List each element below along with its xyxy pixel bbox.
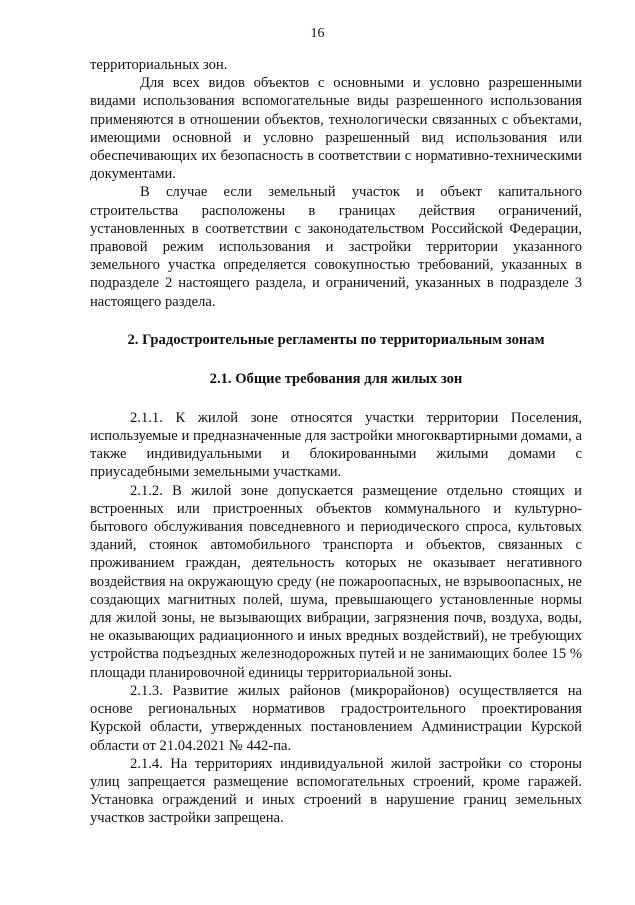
paragraph-2-1-2: 2.1.2. В жилой зоне допускается размещение отдельно стоящих и встроенных или пристроенных объектов коммунального и культурно-бытового обслуживания повседневного и периодического спроса, культовых зданий, стоянок автомобильного транспорта и объектов, связанных с проживанием граждан, деятельность которых не оказывает негативного воздействия на окружающую среду (не пожароопасных, не взрывоопасных, не создающих магнитных полей, шума, превышающего установленные нормы для жилой зоны, не вызывающих вибрации, загрязнения почв, воздуха, воды, не оказывающих радиационного и иных вредных воздействий), не требующих устройства подъездных железнодорожных путей и не занимающих более 15 % площади планировочной единицы территориальной зоны.: [90, 482, 582, 681]
paragraph-2-1-3: 2.1.3. Развитие жилых районов (микрорайонов) осуществляется на основе региональных нормативов градостроительного проектирования Курской области, утвержденных постановлением Администрации Курской области от 21.04.2021 № 442-па.: [90, 682, 582, 754]
paragraph-continuation: территориальных зон.: [90, 57, 228, 73]
page-number: 16: [310, 26, 325, 41]
paragraph-2-1-1: 2.1.1. К жилой зоне относятся участки территории Поселения, используемые и предназначенные для застройки многоквартирными домами, а также индивидуальными и блокированными жилыми домами с приусадебными земельными участками.: [90, 409, 582, 481]
section-heading: 2. Градостроительные регламенты по территориальным зонам: [127, 331, 545, 348]
paragraph-auxiliary-uses: Для всех видов объектов с основными и условно разрешенными видами использования вспомогательные виды разрешенного использования применяются в отношении объектов, технологически связанных с объектами, имеющими основной и условно разрешенный вид использования или обеспечивающих их безопасность в соответствии с нормативно-техническими документами.: [90, 75, 582, 183]
subsection-heading: 2.1. Общие требования для жилых зон: [209, 370, 463, 387]
document-body: [90, 56, 582, 828]
paragraph-2-1-4: 2.1.4. На территориях индивидуальной жилой застройки со стороны улиц запрещается размещение вспомогательных строений, кроме гаражей. Установка ограждений и иных строений в нарушение границ земельных участков застройки запрещена.: [90, 755, 582, 827]
paragraph-restrictions: В случае если земельный участок и объект капитального строительства расположены в границах действия ограничений, установленных в соответствии с законодательством Российской Федерации, правовой режим использования и застройки территории указанного земельного участка определяется совокупностью требований, указанных в подразделе 2 настоящего раздела, и ограничений, указанных в подразделе 3 настоящего раздела.: [90, 184, 582, 310]
